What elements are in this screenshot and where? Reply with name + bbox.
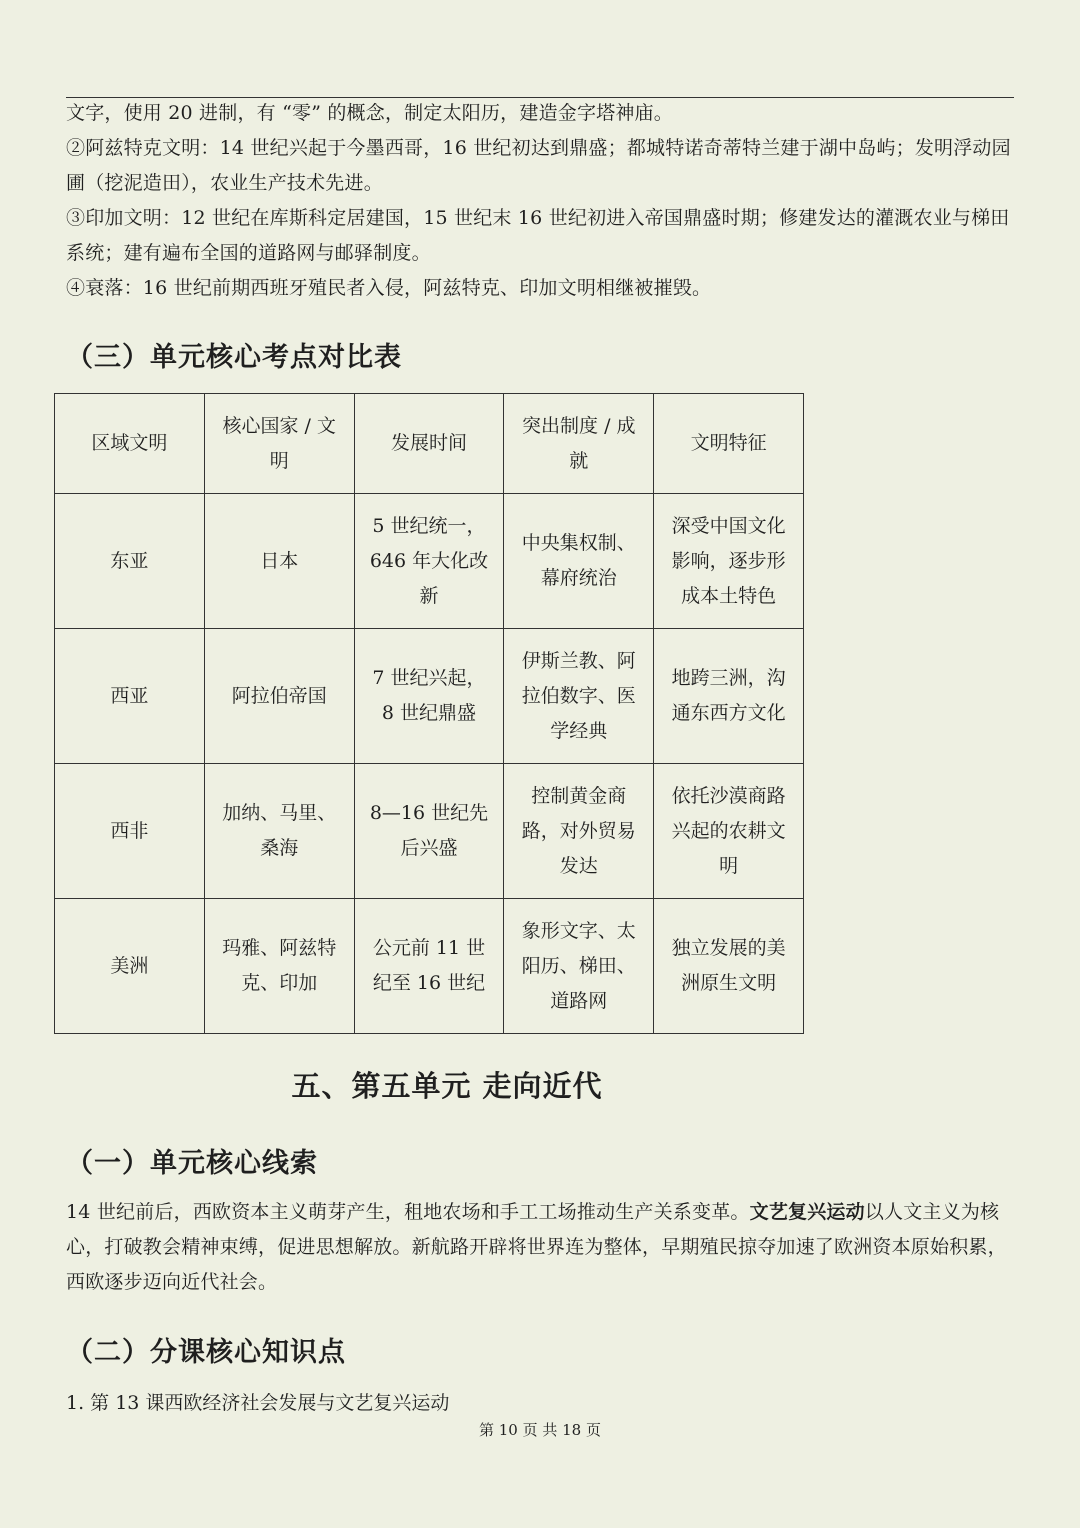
core-clue-paragraph bbox=[66, 1195, 1016, 1300]
table-cell: 5 世纪统一，646 年大化改新 bbox=[354, 494, 504, 629]
table-cell: 象形文字、太阳历、梯田、道路网 bbox=[504, 899, 654, 1034]
table-cell: 控制黄金商路，对外贸易发达 bbox=[504, 764, 654, 899]
clue-text-part2: 以人文主义为核心，打破教会精神束缚，促进思想解放。新航路开辟将世界连为整体，早期殖民掠夺加速了欧洲资本原始积累，西欧逐步迈向近代社会。 bbox=[66, 1201, 1007, 1293]
maya-notes-continued: 文字，使用 20 进制，有 “零” 的概念，制定太阳历，建造金字塔神庙。 bbox=[66, 102, 673, 124]
table-cell: 7 世纪兴起，8 世纪鼎盛 bbox=[354, 629, 504, 764]
page-number-footer: 第 10 页 共 18 页 bbox=[478, 1421, 601, 1439]
table-cell: 玛雅、阿兹特克、印加 bbox=[204, 899, 354, 1034]
table-cell: 独立发展的美洲原生文明 bbox=[654, 899, 804, 1034]
americas-civilization-notes bbox=[66, 96, 1016, 306]
table-cell: 依托沙漠商路兴起的农耕文明 bbox=[654, 764, 804, 899]
table-cell: 西亚 bbox=[55, 629, 205, 764]
table-row bbox=[55, 494, 804, 629]
table-cell: 阿拉伯帝国 bbox=[204, 629, 354, 764]
table-cell: 公元前 11 世纪至 16 世纪 bbox=[354, 899, 504, 1034]
table-cell: 8—16 世纪先后兴盛 bbox=[354, 764, 504, 899]
table-row bbox=[55, 764, 804, 899]
lesson-13-title: 1. 第 13 课西欧经济社会发展与文艺复兴运动 bbox=[66, 1392, 450, 1414]
table-cell: 深受中国文化影响，逐步形成本土特色 bbox=[654, 494, 804, 629]
core-clue-text bbox=[66, 1195, 1016, 1300]
table-cell: 伊斯兰教、阿拉伯数字、医学经典 bbox=[504, 629, 654, 764]
header-cell-region: 区域文明 bbox=[55, 394, 205, 494]
table-cell: 西非 bbox=[55, 764, 205, 899]
decline-notes: ④衰落：16 世纪前期西班牙殖民者入侵，阿兹特克、印加文明相继被摧毁。 bbox=[66, 277, 712, 299]
table-cell: 东亚 bbox=[55, 494, 205, 629]
table-row bbox=[55, 629, 804, 764]
table-row bbox=[55, 899, 804, 1034]
header-cell-time: 发展时间 bbox=[354, 394, 504, 494]
core-clue-heading: （一）单元核心线索 bbox=[66, 1148, 318, 1179]
header-cell-feature: 文明特征 bbox=[654, 394, 804, 494]
table-cell: 美洲 bbox=[55, 899, 205, 1034]
unit-title: 五、第五单元 走向近代 bbox=[291, 1069, 603, 1103]
civilization-comparison-table bbox=[54, 393, 804, 1034]
header-cell-achievement: 突出制度 / 成就 bbox=[504, 394, 654, 494]
table-header-row bbox=[55, 394, 804, 494]
table-cell: 地跨三洲，沟通东西方文化 bbox=[654, 629, 804, 764]
clue-text-part1: 14 世纪前后，西欧资本主义萌芽产生，租地农场和手工工场推动生产关系变革。 bbox=[66, 1201, 750, 1223]
comparison-table-heading: （三）单元核心考点对比表 bbox=[66, 342, 402, 373]
table-cell: 加纳、马里、桑海 bbox=[204, 764, 354, 899]
table-cell: 中央集权制、幕府统治 bbox=[504, 494, 654, 629]
table-cell: 日本 bbox=[204, 494, 354, 629]
lesson-points-heading: （二）分课核心知识点 bbox=[66, 1337, 346, 1368]
header-cell-country: 核心国家 / 文明 bbox=[204, 394, 354, 494]
aztec-notes: ②阿兹特克文明：14 世纪兴起于今墨西哥，16 世纪初达到鼎盛；都城特诺奇蒂特兰建于湖中岛屿；发明浮动园圃（挖泥造田），农业生产技术先进。 bbox=[66, 137, 1011, 194]
renaissance-keyword: 文艺复兴运动 bbox=[749, 1201, 865, 1223]
inca-notes: ③印加文明：12 世纪在库斯科定居建国，15 世纪末 16 世纪初进入帝国鼎盛时期；修建发达的灌溉农业与梯田系统；建有遍布全国的道路网与邮驿制度。 bbox=[66, 207, 1010, 264]
